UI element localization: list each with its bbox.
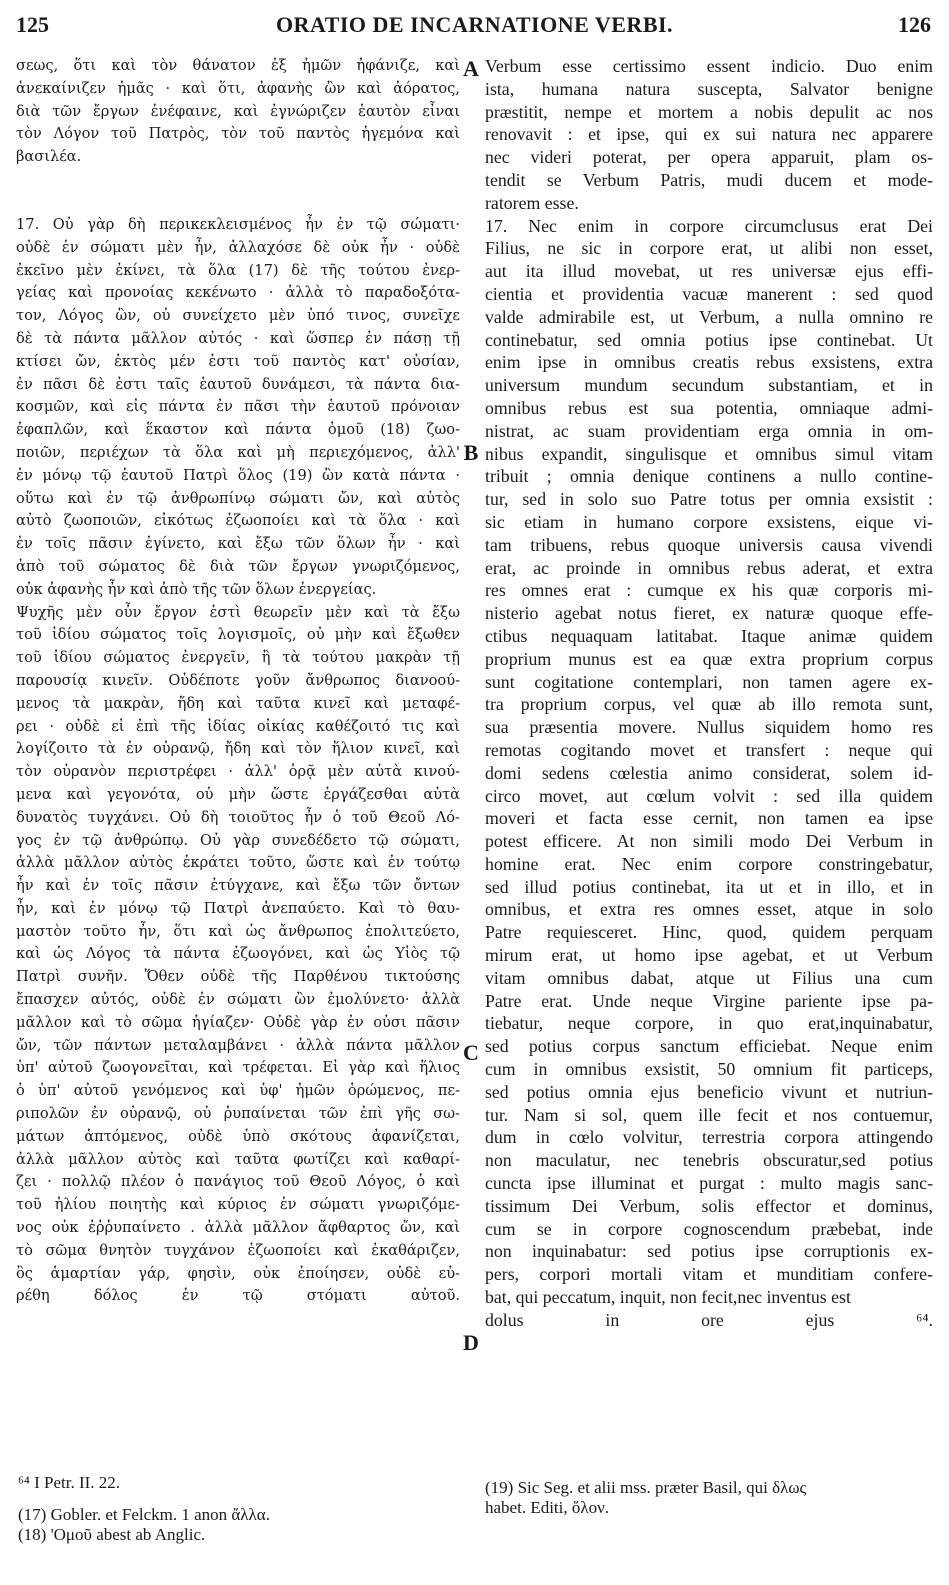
footnote: (18) 'Ομοῦ abest ab Anglic. (18, 1525, 206, 1544)
text-line: sunt cogitatione contemplari, non tamen agere ex- (485, 671, 933, 692)
text-line: cum in omnibus exsistit, 50 omnium fit particeps, (485, 1059, 933, 1080)
text-line: nistrat, ac suam providentiam erga omnia in om- (485, 420, 933, 441)
text-line: μᾶλλον καὶ τὸ σῶμα ἡγίαζεν· Οὐδὲ γὰρ ἐν οὐσι πᾶσιν (16, 1013, 460, 1031)
latin-text-column (485, 55, 933, 1332)
text-line (16, 169, 460, 214)
text-line: ἀλλὰ μᾶλλον αὐτὸς ἐκράτει τοῦτο, ὥστε καὶ ἐν τούτῳ (16, 854, 460, 872)
text-line: dum in cœlo volvitur, terrestria corpora attingendo (485, 1127, 933, 1148)
text-line: omnibus, et extra res omnes esset, atque in solo (485, 899, 933, 920)
text-line: non inquinabatur: sed potius ipse corruptionis ex- (485, 1241, 933, 1262)
text-line: σεως, ὅτι καὶ τὸν θάνατον ἐξ ἡμῶν ἠφάνιζε, καὶ (16, 57, 460, 74)
text-line: tiebatur, neque corpore, in quo erat,inquinabatur, (485, 1013, 933, 1034)
text-line: continebatur, sed omnia potius ipse continebat. Ut (485, 329, 933, 350)
text-line: renovavit : et ipse, qui ex sui natura nec apparere (485, 124, 933, 145)
text-line: mirum erat, ut homo ipse agebat, et ut Verbum (485, 945, 933, 966)
text-line: τον, Λόγος ὢν, οὐ συνείχετο μὲν ὑπό τινος, συνεῖχε (16, 307, 460, 325)
text-line: valde admirabile est, ut Verbum, a nulla omnino re (485, 306, 933, 327)
page-number-left: 125 (16, 12, 49, 37)
text-line: ρέθη δόλος ἐν τῷ στόματι αὐτοῦ. (16, 1287, 460, 1305)
text-line: potest efficere. At non simili modo Dei Verbum in (485, 831, 933, 852)
text-line: τοῦ ἡλίου ποιητὴς καὶ κύριος ἐν σώματι γνωριζόμε- (16, 1196, 460, 1214)
text-line: tendit se Verbum Patris, mudi ducem et mode- (485, 169, 933, 190)
text-line: enim ipse in omnibus creatis rebus exsistens, extra (485, 352, 933, 373)
text-line: 17. Nec enim in corpore circumclusus erat Dei (485, 215, 933, 236)
text-line: res omnes erat : cumque ex his quæ corporis mi- (485, 580, 933, 601)
text-line: κοσμῶν, καὶ εἰς πάντα ἐν πᾶσι τὴν ἑαυτοῦ πρόνοιαν (16, 398, 460, 416)
text-line: cum se in corpore cognoscendum præbebat, inde (485, 1218, 933, 1239)
text-line: ἀνεκαίνιζεν ἡμᾶς · καὶ ὅτι, ἀφανὴς ὢν καὶ ἀόρατος, (16, 79, 460, 97)
text-line: sic etiam in humano corpore exsistens, eique vi- (485, 511, 933, 532)
text-line: cuncta ipse illuminat et purgat : multo magis sanc- (485, 1173, 933, 1194)
text-line: Patre requiesceret. Hinc, quod, quidem perquam (485, 922, 933, 943)
text-line: ρει · οὐδὲ εἰ ἐπὶ τῆς ἰδίας οἰκίας καθέζοιτό τις καὶ (16, 717, 460, 735)
text-line: ὁ ὑπ' αὐτοῦ γενόμενος καὶ ὑφ' ἡμῶν ὁρώμενος, πε- (16, 1082, 460, 1100)
text-line: sua præsentia movere. Nullus siquidem homo res (485, 717, 933, 738)
text-line: non maculatur, nec tenebris obscuratur,sed potius (485, 1150, 933, 1171)
text-line: Πατρὶ συνῆν. Ὅθεν οὐδὲ τῆς Παρθένου τικτούσης (16, 968, 460, 986)
text-line: οὐκ ἀφανὴς ἦν καὶ ἀπὸ τῆς τῶν ὅλων ἐνεργείας. (16, 580, 377, 598)
text-line: dolus in ore ejus ⁶⁴. (485, 1309, 933, 1330)
text-line: τοῦ ἰδίου σώματος ἐνεργεῖν, ἢ τὰ τούτου μακρὰν τῇ (16, 649, 460, 667)
text-line: νος οὐκ ἐῤῥυπαίνετο . ἀλλὰ μᾶλλον ἄφθαρτος ὤν, καὶ (16, 1219, 460, 1237)
text-line: proprium munus est ea quæ extra proprium corpus (485, 648, 933, 669)
text-line: præstitit, nempe et mortem a nobis depulit ac nos (485, 101, 933, 122)
text-line: tribuit ; omnia denique continens a nullo contine- (485, 466, 933, 487)
page-number-right: 126 (898, 12, 931, 37)
text-line: μενος τὰ μακρὰν, ἤδη καὶ ταῦτα κινεῖ καὶ μεταφέ- (16, 694, 460, 712)
text-line: ἐν μόνῳ τῷ ἑαυτοῦ Πατρὶ ὅλος (19) ὢν κατὰ πάντα · (16, 466, 460, 484)
text-line: μάτων ἁπτόμενος, οὐδὲ ὑπὸ σκότους ἀφανίζεται, (16, 1127, 460, 1145)
text-line: ὑπ' αὐτοῦ ζωογονεῖται, καὶ τρέφεται. Εἰ γὰρ καὶ ἥλιος (16, 1059, 460, 1077)
text-line: erat, ac proinde in omnibus rebus aderat, et extra (485, 557, 933, 578)
text-line: ἀλλὰ μᾶλλον αὐτὸς καὶ ταῦτα φωτίζει καὶ καθαρί- (16, 1150, 460, 1168)
text-line: sed potius omnia ejus beneficio vivunt et nutriun- (485, 1081, 933, 1102)
text-line: universum mundum secundum substantiam, et in (485, 375, 933, 396)
text-line: τὸν οὐρανὸν περιστρέφει · ἀλλ' ὁρᾷ μὲν αὐτὰ κινού- (16, 763, 460, 781)
text-line: homine erat. Nec enim corpore constringebatur, (485, 853, 933, 874)
text-line: δυνατὸς τυγχάνει. Οὐ δὴ τοιοῦτος ἦν ὁ τοῦ Θεοῦ Λό- (16, 808, 460, 826)
text-line: tur, sed in solo suo Patre totus per omnia exsistit : (485, 489, 933, 510)
footnotes-left (18, 1473, 458, 1545)
text-line: παρουσίᾳ κινεῖν. Οὐδέποτε γοῦν ἄνθρωπος διανοού- (16, 671, 460, 689)
text-line: nec videri poterat, per opera apparuit, plam os- (485, 147, 933, 168)
footnotes-right (485, 1478, 933, 1518)
text-line: tissimum Dei Verbum, solis effector et dominus, (485, 1195, 933, 1216)
text-line: γος ἐν τῷ ἀνθρώπῳ. Οὐ γὰρ συνεδέδετο τῷ σώματι, (16, 831, 460, 849)
text-line: sed potius corpus sanctum efficiebat. Neque enim (485, 1036, 933, 1057)
text-line: nisterio agebat notus fieret, ex naturæ quoque effe- (485, 603, 933, 624)
text-line: ἦν καὶ ἐν τοῖς πᾶσιν ἐτύγχανε, καὶ ἔξω τῶν ὄντων (16, 877, 460, 895)
footnote: (19) Sic Seg. et alii mss. præter Basil, qui δλως (485, 1478, 807, 1497)
text-line: μαστὸν τοῦτο ἦν, ὅτι καὶ ὡς ἄνθρωπος ἐπολιτεύετο, (16, 922, 460, 940)
text-line: μενα καὶ γεγονότα, οὐ μὴν ὥστε ἐργάζεσθαι αὐτὰ (16, 785, 460, 803)
text-line: Patre erat. Unde neque Virgine pariente ipse pa- (485, 990, 933, 1011)
margin-marker-b: B (463, 440, 479, 465)
text-line: cientia et providentia vacuæ manerent : sed quod (485, 283, 933, 304)
text-line: ὤν, τῶν πάντων μεταλαμβάνει · ἀλλὰ πάντα μᾶλλον (16, 1036, 460, 1054)
running-title: ORATIO DE INCARNATIONE VERBI. (275, 12, 674, 37)
text-line: tur. Nam si sol, quem ille fecit et nos contuemur, (485, 1104, 933, 1125)
text-line: τὸν Λόγον τοῦ Πατρὸς, τὸν τοῦ παντὸς ἡγεμόνα καὶ (16, 125, 460, 143)
page-header (0, 12, 949, 42)
text-line: tra proprium corpus, vel quæ ab illo remota sunt, (485, 694, 933, 715)
text-line: λογίζοιτο τὰ ἐν οὐρανῷ, ἤδη καὶ τὸν ἥλιον κινεῖ, καὶ (16, 740, 460, 758)
text-line: οὕτω καὶ ἐν τῷ ἀνθρωπίνῳ σώματι ὤν, καὶ αὐτὸς (16, 489, 460, 507)
text-line: tam tribuens, rebus quoque universis causa vivendi (485, 534, 933, 555)
text-line: Ψυχῆς μὲν οὖν ἔργον ἐστὶ θεωρεῖν μὲν καὶ τὰ ἔξω (16, 603, 460, 621)
footnote: ⁶⁴ I Petr. II. 22. (18, 1473, 121, 1492)
text-line: ἦν, καὶ ἐν μόνῳ τῷ Πατρὶ ἀνεπαύετο. Καὶ τὸ θαυ- (16, 899, 460, 917)
text-line: ἐν πᾶσι δὲ ἐστι ταῖς ἑαυτοῦ δυνάμεσι, τὰ πάντα δια- (16, 375, 460, 393)
text-line: vitam omnibus dabat, atque ut Filius una cum (485, 967, 933, 988)
text-line: domi sedens cœlestia animo considerat, solem id- (485, 762, 933, 783)
text-line: aut ita illud movebat, ut res universæ ejus effi- (485, 261, 933, 282)
text-line: bat, qui peccatum, inquit, non fecit,nec inventus est (485, 1287, 851, 1308)
text-line: pers, corpori mortali vitam et munditiam confere- (485, 1264, 933, 1285)
text-line: circo movet, aut cœlum volvit : sed illa quidem (485, 785, 933, 806)
text-line: ζει · πολλῷ πλέον ὁ πανάγιος τοῦ Θεοῦ Λόγος, ὁ καὶ (16, 1173, 460, 1191)
text-line: 17. Οὐ γὰρ δὴ περικεκλεισμένος ἦν ἐν τῷ σώματι· (16, 215, 460, 233)
text-line: ἐκεῖνο μὲν ἐκίνει, τὰ ὅλα (17) δὲ τῆς τούτου ἐνερ- (16, 261, 460, 279)
margin-marker-a: A (463, 56, 479, 81)
text-line: Filius, ne sic in corpore erat, ut alibi non esset, (485, 238, 933, 259)
text-line: αὐτὸ ζωοποιῶν, εἰκότως ἐζωοποίει καὶ τὰ ὅλα · καὶ (16, 512, 460, 530)
margin-marker-c: C (463, 1040, 479, 1065)
text-line: Verbum esse certissimo essent indicio. Duo enim (485, 56, 933, 76)
text-line: ista, humana natura suscepta, Salvator benigne (485, 78, 933, 99)
text-line: κτίσει ὤν, ἐκτὸς μέν ἐστι τοῦ παντὸς κατ' οὐσίαν, (16, 352, 460, 370)
text-line: τοῦ ἰδίου σώματος τοῖς λογισμοῖς, οὐ μὴν καὶ ἔξωθεν (16, 626, 460, 644)
text-line: ἐφαπλῶν, καὶ ἕκαστον καὶ πάντα ὁμοῦ (18) ζωο- (16, 421, 460, 439)
text-line: ὃς ἁμαρτίαν γάρ, φησὶν, οὐκ ἐποίησεν, οὐδὲ εὑ- (16, 1264, 460, 1282)
text-line: γείας καὶ προνοίας κεκένωτο · ἀλλὰ τὸ παραδοξότα- (16, 284, 460, 302)
footnote: (17) Gobler. et Felckm. 1 anon ἄλλα. (18, 1505, 270, 1524)
footnote: habet. Editi, ὅλον. (485, 1498, 610, 1517)
text-line: omnibus rebus est sua potentia, omniaque admi- (485, 397, 933, 418)
text-line: ratorem esse. (485, 192, 579, 213)
text-line: remotas cogitando movet et transfert : neque qui (485, 739, 933, 760)
text-line: ριπολῶν ἐν οὐρανῷ, οὐ ῥυπαίνεται τῶν ἐπὶ γῆς σω- (16, 1105, 460, 1123)
text-line: καὶ ὡς Λόγος τὰ πάντα ἐζωογόνει, καὶ ὡς Υἱὸς τῷ (16, 945, 460, 963)
text-line: ἐν τοῖς πᾶσιν ἐγίνετο, καὶ ἔξω τῶν ὅλων ἦν · καὶ (16, 535, 460, 553)
text-line: διὰ τῶν ἔργων ἐνέφαινε, καὶ ἐγνώριζεν ἑαυτὸν εἶναι (16, 102, 460, 120)
text-line: nibus expandit, singulisque et omnibus simul vitam (485, 443, 933, 464)
greek-text-column (16, 55, 460, 1308)
text-line: οὐδὲ ἐν σώματι μὲν ἦν, ἀλλαχόσε δὲ οὐκ ἦν · οὐδὲ (16, 238, 460, 256)
text-line: ποιῶν, περιέχων τὰ ὅλα καὶ μὴ περιεχόμενος, ἀλλ' (16, 443, 460, 461)
text-line: ctibus nequaquam latitabat. Itaque animæ quidem (485, 625, 933, 646)
text-line: ἔπασχεν αὐτός, οὐδὲ ἐν σώματι ὢν ἐμολύνετο· ἀλλὰ (16, 991, 460, 1009)
text-line: ἀπὸ τοῦ σώματος δὲ διὰ τῶν ἔργων γνωριζόμενος, (16, 557, 460, 575)
text-line: δὲ τὰ πάντα μᾶλλον αὐτός · καὶ ὥσπερ ἐν πάσῃ τῇ (16, 329, 460, 347)
text-line: sed illud potius continebat, ita ut et in illo, et in (485, 876, 933, 897)
text-line: βασιλέα. (16, 148, 82, 166)
text-line: moveri et facta esse cernit, non tamen ea ipse (485, 808, 933, 829)
text-line: τὸ σῶμα θνητὸν τυγχάνον ἐζωοποίει καὶ ἐκαθάριζεν, (16, 1241, 460, 1259)
margin-marker-d: D (463, 1330, 479, 1355)
